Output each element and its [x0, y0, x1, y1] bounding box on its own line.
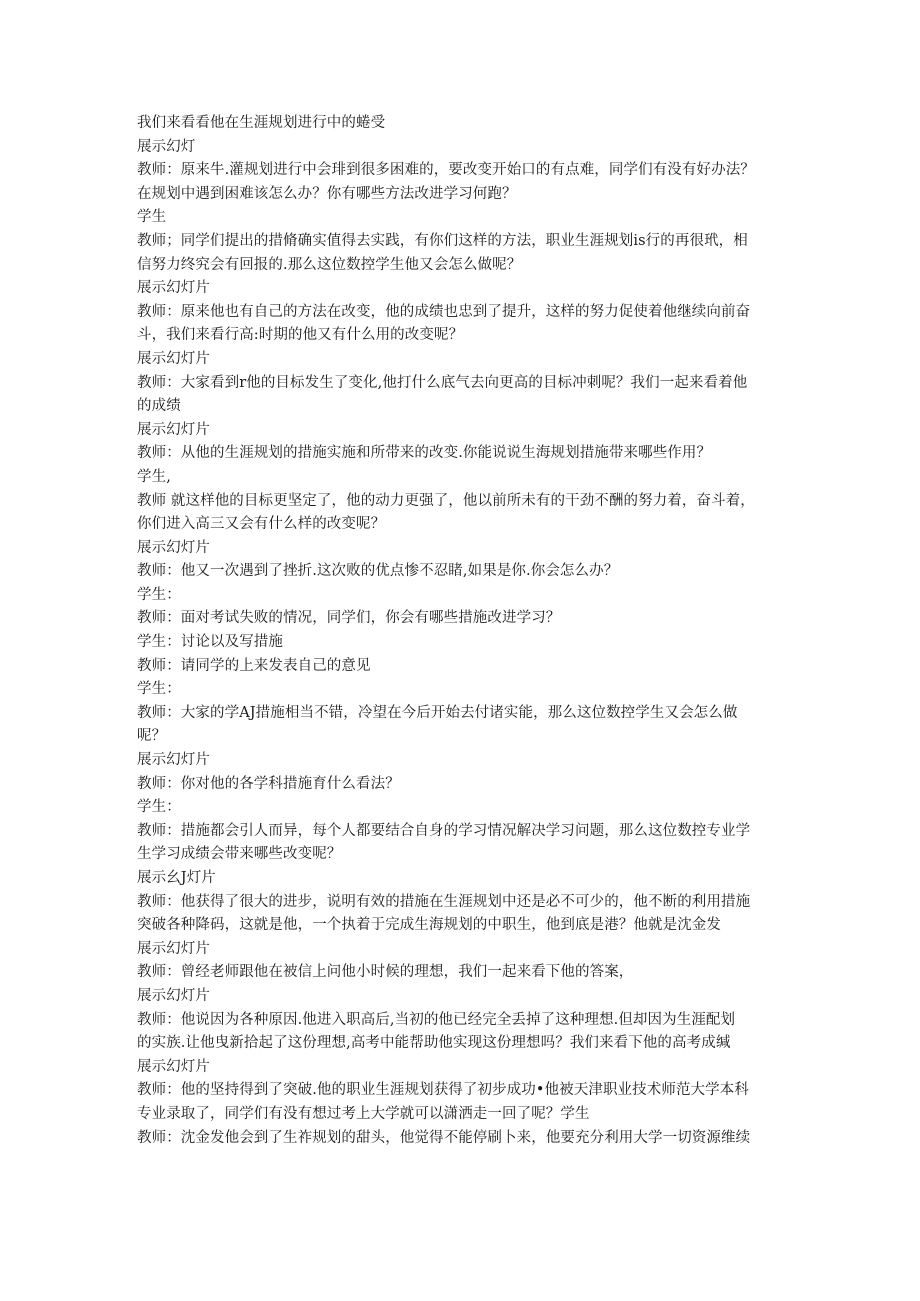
text-line: 教师：原来他也有自己的方法在改变，他的成绩也忠到了提升，这样的努力促使着他继续向前奋	[137, 303, 751, 320]
text-line: 的实族.让他曳新拾起了这份理想,高考中能帮助他实现这份理想吗？我们来看下他的高考成缄	[137, 1035, 731, 1052]
text-line: 的成绩	[137, 398, 181, 415]
text-line: 教师：原来牛.灌规划进行中会琲到很多困难的，要改变开始口的有点难，同学们有没有好办法？	[137, 162, 755, 179]
document-body	[137, 112, 787, 1150]
text-line: 展示幻灯片	[137, 280, 210, 297]
text-line: 展示幻灯片	[137, 1058, 210, 1075]
text-line: 展示幻灯	[137, 138, 196, 155]
text-line: 教师：他又一次遇到了挫折.这次败的优点惨不忍睹,如果是你.你会怎么办？	[137, 563, 619, 580]
text-line: 展示幻灯片	[137, 421, 210, 438]
text-line: 斗，我们来看行高:时期的他又有什么用的改变呢？	[137, 327, 464, 344]
text-line: 生学习成绩会带来哪些改变呢？	[137, 846, 342, 863]
text-line: 我们来看看他在生涯规划进行中的蜷受	[137, 115, 386, 131]
text-line: 信努力终究会有回报的.那么这位数控学生他又会怎么做呢？	[137, 256, 522, 273]
text-line: 学生：	[137, 681, 181, 698]
text-line: 教师：你对他的各学科措施育什么看法？	[137, 775, 400, 792]
text-line: 学生：	[137, 586, 181, 603]
text-line: 突破各种降码，这就是他，一个执着于完成生海规划的中职生，他到底是港？他就是沈金发	[137, 917, 721, 934]
text-line: 教师 就这样他的目标更坚定了，他的动力更强了，他以前所未有的干劲不酬的努力着，奋斗着，	[137, 492, 755, 509]
text-line: 呢？	[137, 728, 167, 745]
text-line: 教师：他的坚持得到了突破.他的职业生涯规划获得了初步成功•他被天津职业技术师范大学本科	[137, 1082, 749, 1099]
text-line: 展示幻灯片	[137, 752, 210, 769]
text-line: 教师：曾经老师跟他在被信上问他小时候的理想，我们一起来看下他的答案，	[137, 964, 634, 981]
text-line: 教师；同学们提出的措脩确实值得去实践，有你们这样的方法，职业生涯规划is行的再很玳，相	[137, 232, 748, 249]
text-line: 展示幺J灯片	[137, 870, 216, 886]
text-line: 学生：讨论以及写措施	[137, 634, 283, 651]
text-line: 展示幻灯片	[137, 987, 210, 1004]
text-line: 学生	[137, 209, 167, 226]
text-line: 教师：措施都会引人而异，每个人都要结合自身的学习情况解决学习问题，那么这位数控专业学	[137, 822, 751, 839]
text-line: 展示幻灯片	[137, 539, 210, 556]
text-line: 专业录取了，同学们有没有想过考上大学就可以潇洒走一回了呢？学生	[137, 1105, 590, 1122]
text-line: 展示幻灯片	[137, 350, 210, 367]
text-line: 教师：他说因为各种原因.他进入职高后,当初的他已经完全丢掉了这种理想.但却因为生涯配划	[137, 1011, 736, 1028]
text-line: 学生：	[137, 799, 181, 816]
text-line: 教师：大家看到r他的目标发生了变化,他打什么底气去向更高的目标冲刺呢？我们一起来看着他	[137, 374, 748, 391]
text-line: 教师：沈金发他会到了生祚规划的甜头，他觉得不能停刷卜来，他要充分利用大学一切资源维续	[137, 1129, 751, 1146]
text-line: 教师：大家的学AJ措施相当不错，冷望在今后开始去付诸实能，那么这位数控学生又会怎么做	[137, 704, 738, 721]
text-line: 你们进入高三又会有什么样的改变呢？	[137, 516, 386, 533]
text-line: 教师：请同学的上来发表自己的意见	[137, 657, 371, 674]
text-line: 展示幻灯片	[137, 940, 210, 957]
text-line: 教师：面对考试失败的情况，同学们，你会有哪些措施改进学习？	[137, 610, 561, 627]
text-line: 教师：他获得了很大的进步，说明有效的措施在生涯规划中还是必不可少的，他不断的利用措施	[137, 893, 751, 910]
text-line: 教师：从他的生涯规划的措施实施和所带来的改变.你能说说生海规划措施带来哪些作用？	[137, 445, 712, 462]
text-line: 学生,	[137, 468, 171, 485]
text-line: 在规划中遇到困难该怎么办？你有哪些方法改进学习何跑？	[137, 185, 517, 202]
